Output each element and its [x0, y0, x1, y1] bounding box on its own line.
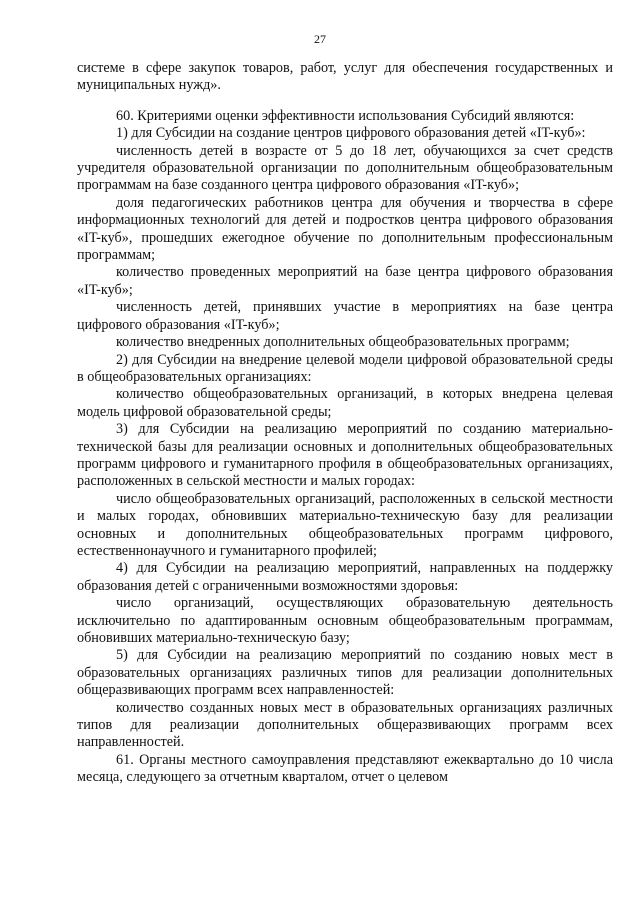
document-body — [77, 60, 613, 787]
paragraph: 4) для Субсидии на реализацию мероприятий, направленных на поддержку образования детей с ограниченными возможностями здоровья: — [77, 560, 613, 594]
paragraph: 2) для Субсидии на внедрение целевой модели цифровой образовательной среды в общеобразовательных организациях: — [77, 351, 613, 385]
paragraph: число организаций, осуществляющих образовательную деятельность исключительно по адаптированным основным общеобразовательным программам, обновивших материально-техническую базу; — [77, 595, 613, 646]
paragraph: 1) для Субсидии на создание центров цифрового образования детей «IT-куб»: — [116, 125, 586, 142]
paragraph: системе в сфере закупок товаров, работ, услуг для обеспечения государственных и муниципальных нужд». — [77, 60, 613, 94]
paragraph: численность детей в возрасте от 5 до 18 лет, обучающихся за счет средств учредителя образовательной организации по дополнительным общеобразовательным программам на базе созданного центра цифрового образования «IT-куб»; — [77, 142, 613, 194]
paragraph: численность детей, принявших участие в мероприятиях на базе центра цифрового образования «IT-куб»; — [77, 299, 613, 333]
paragraph: число общеобразовательных организаций, расположенных в сельской местности и малых городах, обновивших материально-техническую базу для реализации основных и дополнительных общеобразовательных программ цифрового, естественнонаучного и гуманитарного профилей; — [77, 490, 613, 559]
paragraph: 61. Органы местного самоуправления представляют ежеквартально до 10 числа месяца, следующего за отчетным кварталом, отчет о целевом — [77, 751, 613, 786]
paragraph: 5) для Субсидии на реализацию мероприятий по созданию новых мест в образовательных организациях различных типов для реализации дополнительных общеразвивающих программ всех направленностей: — [77, 647, 613, 699]
paragraph: количество проведенных мероприятий на базе центра цифрового образования «IT-куб»; — [77, 264, 613, 298]
paragraph: количество созданных новых мест в образовательных организациях различных типов для реализации дополнительных общеразвивающих программ всех направленностей. — [77, 699, 613, 751]
paragraph: количество общеобразовательных организаций, в которых внедрена целевая модель цифровой образовательной среды; — [77, 386, 613, 420]
paragraph: 3) для Субсидии на реализацию мероприятий по созданию материально-технической базы для реализации основных и дополнительных общеобразовательных программ цифрового и гуманитарного профиля в общеобразовательных организациях, расположенных в сельской местности и малых городах: — [77, 421, 613, 490]
paragraph: количество внедренных дополнительных общеобразовательных программ; — [116, 334, 570, 351]
page-number: 27 — [314, 32, 326, 46]
paragraph: доля педагогических работников центра для обучения и творчества в сфере информационных технологий для детей и подростков центра цифрового образования «IT-куб», прошедших ежегодное обучение по дополнительным профессиональным программам; — [77, 194, 613, 264]
paragraph: 60. Критериями оценки эффективности использования Субсидий являются: — [116, 107, 575, 124]
